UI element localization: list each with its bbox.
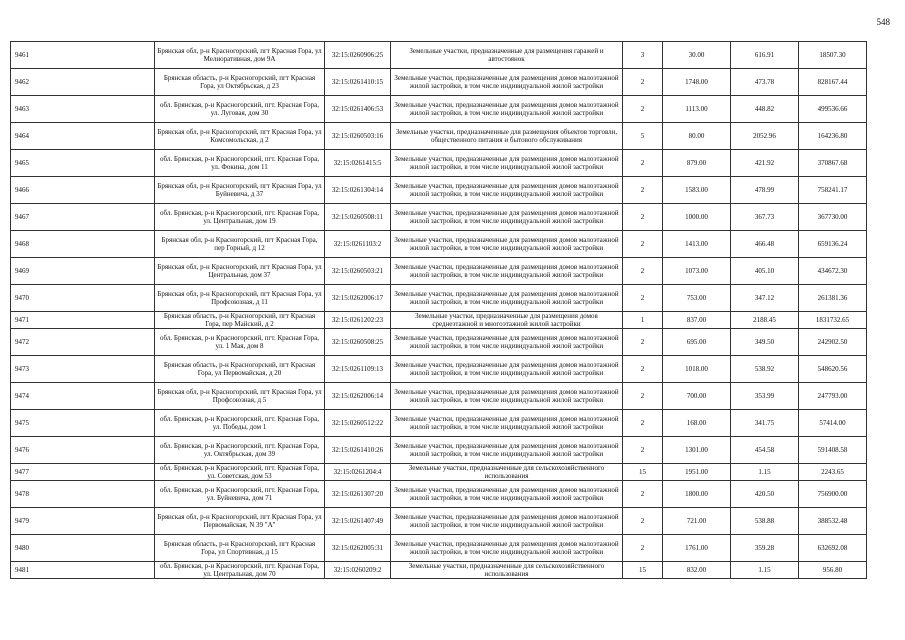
land-use-cell: Земельные участки, предназначенные для размещения домов малоэтажной жилой застройки, в том числе индивидуальной жилой застройки — [391, 285, 623, 312]
specific-value-cell: 2188.45 — [731, 312, 799, 329]
specific-value-cell: 420.50 — [731, 481, 799, 508]
area-cell: 753.00 — [663, 285, 731, 312]
cadastral-number-cell: 32:15:0261202:23 — [325, 312, 391, 329]
area-cell: 1113.00 — [663, 96, 731, 123]
area-cell: 168.00 — [663, 410, 731, 437]
page-number: 548 — [876, 17, 890, 27]
group-cell: 15 — [623, 464, 663, 481]
row-number-cell: 9472 — [11, 329, 155, 356]
cadastral-number-cell: 32:15:0261407:49 — [325, 508, 391, 535]
table-row — [11, 410, 867, 437]
row-number-cell: 9464 — [11, 123, 155, 150]
group-cell: 2 — [623, 231, 663, 258]
group-cell: 2 — [623, 437, 663, 464]
group-cell: 2 — [623, 204, 663, 231]
cadastral-number-cell: 32:15:0261415:5 — [325, 150, 391, 177]
table-row — [11, 177, 867, 204]
land-use-cell: Земельные участки, предназначенные для размещения домов среднеэтажной и многоэтажной жилой застройки — [391, 312, 623, 329]
address-cell: Брянская обл, р-н Красногорский, пгт Красная Гора, ул Центральная, дом 37 — [155, 258, 325, 285]
area-cell: 1951.00 — [663, 464, 731, 481]
row-number-cell: 9473 — [11, 356, 155, 383]
row-number-cell: 9466 — [11, 177, 155, 204]
group-cell: 2 — [623, 481, 663, 508]
area-cell: 1000.00 — [663, 204, 731, 231]
specific-value-cell: 538.88 — [731, 508, 799, 535]
land-use-cell: Земельные участки, предназначенные для размещения домов малоэтажной жилой застройки, в том числе индивидуальной жилой застройки — [391, 150, 623, 177]
land-use-cell: Земельные участки, предназначенные для сельскохозяйственного использования — [391, 562, 623, 579]
group-cell: 2 — [623, 96, 663, 123]
specific-value-cell: 405.10 — [731, 258, 799, 285]
cadastral-value-cell: 956.80 — [799, 562, 867, 579]
cadastral-value-cell: 370867.68 — [799, 150, 867, 177]
group-cell: 2 — [623, 410, 663, 437]
specific-value-cell: 353.99 — [731, 383, 799, 410]
cadastral-number-cell: 32:15:0260209:2 — [325, 562, 391, 579]
address-cell: обл. Брянская, р-н Красногорский, пгт. Красная Гора, ул. Победы, дом 1 — [155, 410, 325, 437]
row-number-cell: 9481 — [11, 562, 155, 579]
group-cell: 2 — [623, 258, 663, 285]
table-row — [11, 69, 867, 96]
land-use-cell: Земельные участки, предназначенные для размещения домов малоэтажной жилой застройки, в том числе индивидуальной жилой застройки — [391, 69, 623, 96]
group-cell: 5 — [623, 123, 663, 150]
table-row — [11, 356, 867, 383]
cadastral-number-cell: 32:15:0260906:25 — [325, 42, 391, 69]
table-row — [11, 150, 867, 177]
cadastral-number-cell: 32:15:0262006:17 — [325, 285, 391, 312]
cadastral-number-cell: 32:15:0261109:13 — [325, 356, 391, 383]
table-row — [11, 481, 867, 508]
cadastral-number-cell: 32:15:0261103:2 — [325, 231, 391, 258]
row-number-cell: 9474 — [11, 383, 155, 410]
land-use-cell: Земельные участки, предназначенные для размещения домов малоэтажной жилой застройки, в том числе индивидуальной жилой застройки — [391, 96, 623, 123]
address-cell: Брянская обл, р-н Красногорский, пгт Красная Гора, ул Комсомольская, д 2 — [155, 123, 325, 150]
group-cell: 2 — [623, 356, 663, 383]
group-cell: 2 — [623, 285, 663, 312]
specific-value-cell: 347.12 — [731, 285, 799, 312]
cadastral-value-cell: 367730.00 — [799, 204, 867, 231]
cadastral-value-cell: 388532.48 — [799, 508, 867, 535]
area-cell: 832.00 — [663, 562, 731, 579]
address-cell: обл. Брянская, р-н Красногорский, пгт. Красная Гора, ул. Советская, дом 53 — [155, 464, 325, 481]
land-use-cell: Земельные участки, предназначенные для размещения домов малоэтажной жилой застройки, в том числе индивидуальной жилой застройки — [391, 410, 623, 437]
address-cell: Брянская обл, р-н Красногорский, пгт Красная Гора, ул Профсоюзная, д 5 — [155, 383, 325, 410]
land-use-cell: Земельные участки, предназначенные для размещения гаражей и автостоянок — [391, 42, 623, 69]
row-number-cell: 9462 — [11, 69, 155, 96]
row-number-cell: 9467 — [11, 204, 155, 231]
row-number-cell: 9479 — [11, 508, 155, 535]
address-cell: обл. Брянская, р-н Красногорский, пгт. Красная Гора, ул. Октябрьская, дом 39 — [155, 437, 325, 464]
cadastral-value-cell: 659136.24 — [799, 231, 867, 258]
area-cell: 1301.00 — [663, 437, 731, 464]
row-number-cell: 9475 — [11, 410, 155, 437]
cadastral-number-cell: 32:15:0261410:15 — [325, 69, 391, 96]
specific-value-cell: 341.75 — [731, 410, 799, 437]
specific-value-cell: 2052.96 — [731, 123, 799, 150]
group-cell: 2 — [623, 177, 663, 204]
land-use-cell: Земельные участки, предназначенные для размещения домов малоэтажной жилой застройки, в том числе индивидуальной жилой застройки — [391, 508, 623, 535]
cadastral-value-cell: 247793.00 — [799, 383, 867, 410]
cadastral-value-cell: 548620.56 — [799, 356, 867, 383]
land-use-cell: Земельные участки, предназначенные для размещения домов малоэтажной жилой застройки, в том числе индивидуальной жилой застройки — [391, 231, 623, 258]
row-number-cell: 9463 — [11, 96, 155, 123]
table-row — [11, 42, 867, 69]
table-row — [11, 464, 867, 481]
group-cell: 15 — [623, 562, 663, 579]
area-cell: 1761.00 — [663, 535, 731, 562]
address-cell: обл. Брянская, р-н Красногорский, пгт. Красная Гора, ул. Луговая, дом 30 — [155, 96, 325, 123]
table-row — [11, 437, 867, 464]
cadastral-number-cell: 32:15:0261204:4 — [325, 464, 391, 481]
land-use-cell: Земельные участки, предназначенные для размещения домов малоэтажной жилой застройки, в том числе индивидуальной жилой застройки — [391, 481, 623, 508]
address-cell: Брянская обл, р-н Красногорский, пгт Красная Гора, ул Буйневича, д 37 — [155, 177, 325, 204]
specific-value-cell: 616.91 — [731, 42, 799, 69]
area-cell: 1413.00 — [663, 231, 731, 258]
address-cell: Брянская обл, р-н Красногорский, пгт Красная Гора, ул Мелиоративная, дом 9А — [155, 42, 325, 69]
area-cell: 700.00 — [663, 383, 731, 410]
area-cell: 1073.00 — [663, 258, 731, 285]
land-use-cell: Земельные участки, предназначенные для размещения домов малоэтажной жилой застройки, в том числе индивидуальной жилой застройки — [391, 204, 623, 231]
row-number-cell: 9477 — [11, 464, 155, 481]
cadastral-number-cell: 32:15:0260503:16 — [325, 123, 391, 150]
cadastral-value-cell: 632692.08 — [799, 535, 867, 562]
group-cell: 2 — [623, 69, 663, 96]
address-cell: обл. Брянская, р-н Красногорский, пгт. Красная Гора, ул. Центральная, дом 19 — [155, 204, 325, 231]
cadastral-value-cell: 18507.30 — [799, 42, 867, 69]
area-cell: 837.00 — [663, 312, 731, 329]
group-cell: 2 — [623, 329, 663, 356]
land-use-cell: Земельные участки, предназначенные для размещения домов малоэтажной жилой застройки, в том числе индивидуальной жилой застройки — [391, 383, 623, 410]
group-cell: 2 — [623, 535, 663, 562]
cadastral-value-cell: 434672.30 — [799, 258, 867, 285]
cadastral-number-cell: 32:15:0262005:31 — [325, 535, 391, 562]
area-cell: 80.00 — [663, 123, 731, 150]
address-cell: Брянская обл, р-н Красногорский, пгт Красная Гора, ул Первомайская, N 39 "А" — [155, 508, 325, 535]
row-number-cell: 9476 — [11, 437, 155, 464]
table-row — [11, 123, 867, 150]
specific-value-cell: 466.48 — [731, 231, 799, 258]
cadastral-number-cell: 32:15:0261307:20 — [325, 481, 391, 508]
address-cell: обл. Брянская, р-н Красногорский, пгт. Красная Гора, ул. Центральная, дом 70 — [155, 562, 325, 579]
address-cell: обл. Брянская, р-н Красногорский, пгт. Красная Гора, ул. 1 Мая, дом 8 — [155, 329, 325, 356]
table-row — [11, 562, 867, 579]
row-number-cell: 9478 — [11, 481, 155, 508]
cadastral-value-cell: 591408.58 — [799, 437, 867, 464]
table-row — [11, 204, 867, 231]
row-number-cell: 9480 — [11, 535, 155, 562]
cadastral-value-cell: 242902.50 — [799, 329, 867, 356]
cadastral-value-cell: 164236.80 — [799, 123, 867, 150]
cadastral-number-cell: 32:15:0260508:25 — [325, 329, 391, 356]
area-cell: 30.00 — [663, 42, 731, 69]
cadastral-number-cell: 32:15:0260508:11 — [325, 204, 391, 231]
specific-value-cell: 1.15 — [731, 562, 799, 579]
specific-value-cell: 448.82 — [731, 96, 799, 123]
cadastral-number-cell: 32:15:0261410:26 — [325, 437, 391, 464]
area-cell: 879.00 — [663, 150, 731, 177]
specific-value-cell: 473.78 — [731, 69, 799, 96]
cadastral-value-cell: 756900.00 — [799, 481, 867, 508]
specific-value-cell: 367.73 — [731, 204, 799, 231]
address-cell: обл. Брянская, р-н Красногорский, пгт. Красная Гора, ул. Буйневича, дом 71 — [155, 481, 325, 508]
land-use-cell: Земельные участки, предназначенные для сельскохозяйственного использования — [391, 464, 623, 481]
cadastral-value-cell: 758241.17 — [799, 177, 867, 204]
address-cell: Брянская область, р-н Красногорский, пгт Красная Гора, пер Майский, д 2 — [155, 312, 325, 329]
group-cell: 3 — [623, 42, 663, 69]
land-use-cell: Земельные участки, предназначенные для размещения домов малоэтажной жилой застройки, в том числе индивидуальной жилой застройки — [391, 356, 623, 383]
specific-value-cell: 349.50 — [731, 329, 799, 356]
table-row — [11, 312, 867, 329]
table-row — [11, 285, 867, 312]
group-cell: 2 — [623, 508, 663, 535]
table-row — [11, 508, 867, 535]
specific-value-cell: 478.99 — [731, 177, 799, 204]
group-cell: 2 — [623, 150, 663, 177]
cadastral-value-table — [10, 41, 867, 579]
specific-value-cell: 454.58 — [731, 437, 799, 464]
cadastral-value-cell: 828167.44 — [799, 69, 867, 96]
specific-value-cell: 538.92 — [731, 356, 799, 383]
area-cell: 1748.00 — [663, 69, 731, 96]
cadastral-value-cell: 57414.00 — [799, 410, 867, 437]
group-cell: 2 — [623, 383, 663, 410]
cadastral-number-cell: 32:15:0261406:53 — [325, 96, 391, 123]
land-use-cell: Земельные участки, предназначенные для размещения объектов торговли, общественного питания и бытового обслуживания — [391, 123, 623, 150]
cadastral-number-cell: 32:15:0261304:14 — [325, 177, 391, 204]
address-cell: Брянская область, р-н Красногорский, пгт Красная Гора, ул Спортивная, д 15 — [155, 535, 325, 562]
land-use-cell: Земельные участки, предназначенные для размещения домов малоэтажной жилой застройки, в том числе индивидуальной жилой застройки — [391, 258, 623, 285]
land-use-cell: Земельные участки, предназначенные для размещения домов малоэтажной жилой застройки, в том числе индивидуальной жилой застройки — [391, 177, 623, 204]
cadastral-value-cell: 2243.65 — [799, 464, 867, 481]
area-cell: 1583.00 — [663, 177, 731, 204]
cadastral-value-cell: 261381.36 — [799, 285, 867, 312]
address-cell: Брянская область, р-н Красногорский, пгт Красная Гора, ул Первомайская, д 20 — [155, 356, 325, 383]
table-row — [11, 96, 867, 123]
area-cell: 1800.00 — [663, 481, 731, 508]
table-row — [11, 535, 867, 562]
specific-value-cell: 421.92 — [731, 150, 799, 177]
row-number-cell: 9465 — [11, 150, 155, 177]
specific-value-cell: 359.28 — [731, 535, 799, 562]
address-cell: Брянская область, р-н Красногорский, пгт Красная Гора, ул Октябрьская, д 23 — [155, 69, 325, 96]
address-cell: Брянская обл, р-н Красногорский, пгт Красная Гора, ул Профсоюзная, д 11 — [155, 285, 325, 312]
cadastral-number-cell: 32:15:0260503:21 — [325, 258, 391, 285]
row-number-cell: 9461 — [11, 42, 155, 69]
cadastral-number-cell: 32:15:0260512:22 — [325, 410, 391, 437]
table-row — [11, 231, 867, 258]
row-number-cell: 9471 — [11, 312, 155, 329]
land-use-cell: Земельные участки, предназначенные для размещения домов малоэтажной жилой застройки, в том числе индивидуальной жилой застройки — [391, 437, 623, 464]
row-number-cell: 9468 — [11, 231, 155, 258]
table-row — [11, 329, 867, 356]
cadastral-value-cell: 499536.66 — [799, 96, 867, 123]
table-body — [11, 42, 867, 579]
area-cell: 1018.00 — [663, 356, 731, 383]
group-cell: 1 — [623, 312, 663, 329]
land-use-cell: Земельные участки, предназначенные для размещения домов малоэтажной жилой застройки, в том числе индивидуальной жилой застройки — [391, 535, 623, 562]
cadastral-number-cell: 32:15:0262006:14 — [325, 383, 391, 410]
table-row — [11, 383, 867, 410]
area-cell: 695.00 — [663, 329, 731, 356]
row-number-cell: 9469 — [11, 258, 155, 285]
cadastral-value-cell: 1831732.65 — [799, 312, 867, 329]
address-cell: обл. Брянская, р-н Красногорский, пгт. Красная Гора, ул. Фокина, дом 11 — [155, 150, 325, 177]
row-number-cell: 9470 — [11, 285, 155, 312]
address-cell: Брянская обл, р-н Красногорский, пгт Красная Гора, пер Горный, д 12 — [155, 231, 325, 258]
land-use-cell: Земельные участки, предназначенные для размещения домов малоэтажной жилой застройки, в том числе индивидуальной жилой застройки — [391, 329, 623, 356]
specific-value-cell: 1.15 — [731, 464, 799, 481]
table-row — [11, 258, 867, 285]
area-cell: 721.00 — [663, 508, 731, 535]
